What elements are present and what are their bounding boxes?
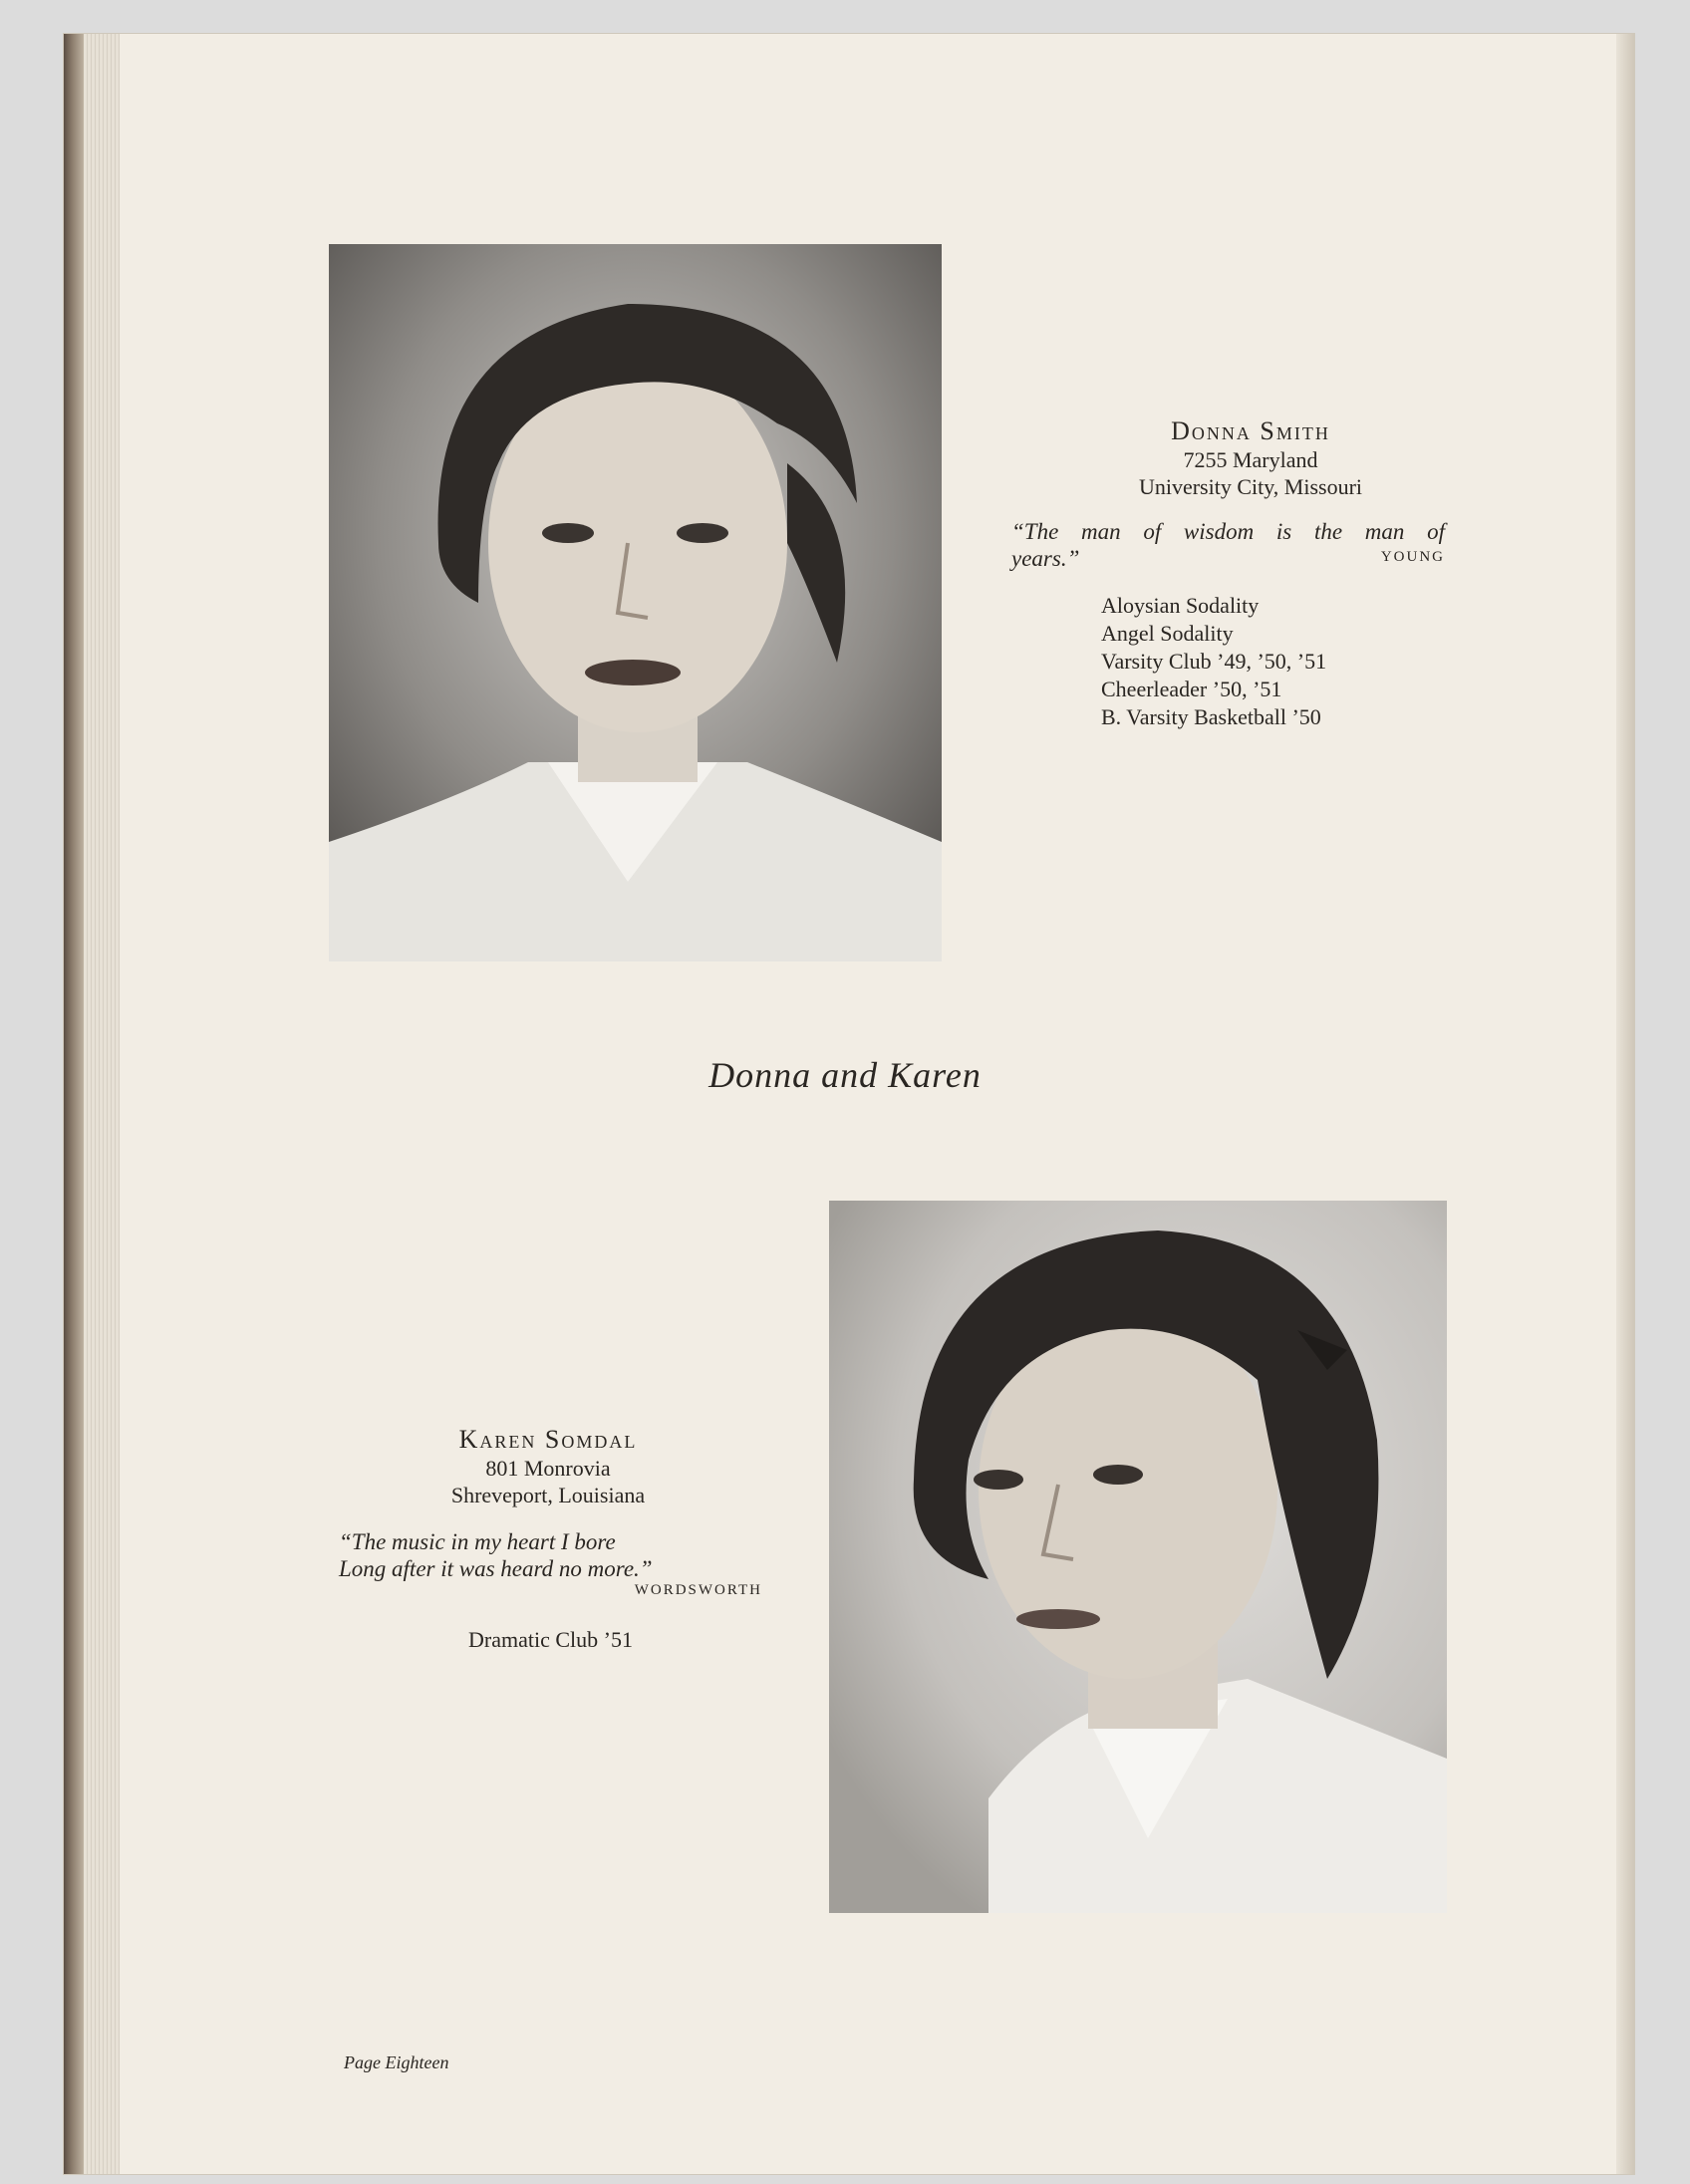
activities-list-donna [1101, 592, 1460, 731]
activities-list-karen [339, 1626, 762, 1654]
activity-item: Dramatic Club ’51 [468, 1627, 633, 1652]
activity-item: B. Varsity Basketball ’50 [1101, 704, 1321, 729]
page-edges [84, 34, 120, 2174]
book-spine [64, 34, 84, 2174]
student-info-karen [339, 1425, 757, 1508]
address-street: 7255 Maryland [1183, 447, 1318, 472]
student-name: Karen Somdal [458, 1425, 638, 1454]
page-right-edge [1616, 34, 1634, 2174]
page-number: Page Eighteen [344, 2052, 449, 2072]
page-title: Donna and Karen [708, 1055, 982, 1095]
quote-block-donna [1011, 518, 1445, 572]
quote-author: WORDSWORTH [634, 1582, 762, 1598]
activity-item: Cheerleader ’50, ’51 [1101, 677, 1282, 701]
activity-item: Angel Sodality [1101, 621, 1234, 646]
quote-block-karen [339, 1528, 762, 1599]
quote-line: Long after it was heard no more.” [339, 1556, 653, 1581]
address-city: Shreveport, Louisiana [450, 1483, 646, 1507]
portrait-photo-karen-somdal [829, 1201, 1447, 1913]
portrait-illustration [329, 244, 942, 961]
address-city: University City, Missouri [1138, 474, 1363, 499]
quote-line: “The man of wisdom is the man of [1011, 519, 1445, 544]
quote-line: years.” [1011, 546, 1080, 571]
quote-author: YOUNG [1380, 549, 1445, 565]
address-street: 801 Monrovia [485, 1456, 611, 1481]
activity-item: Aloysian Sodality [1101, 593, 1260, 618]
activity-item: Varsity Club ’49, ’50, ’51 [1101, 649, 1327, 674]
portrait-photo-donna-smith [329, 244, 942, 961]
student-info-donna [1041, 416, 1460, 500]
student-name: Donna Smith [1171, 416, 1330, 445]
portrait-illustration [829, 1201, 1447, 1913]
quote-line: “The music in my heart I bore [339, 1529, 616, 1554]
